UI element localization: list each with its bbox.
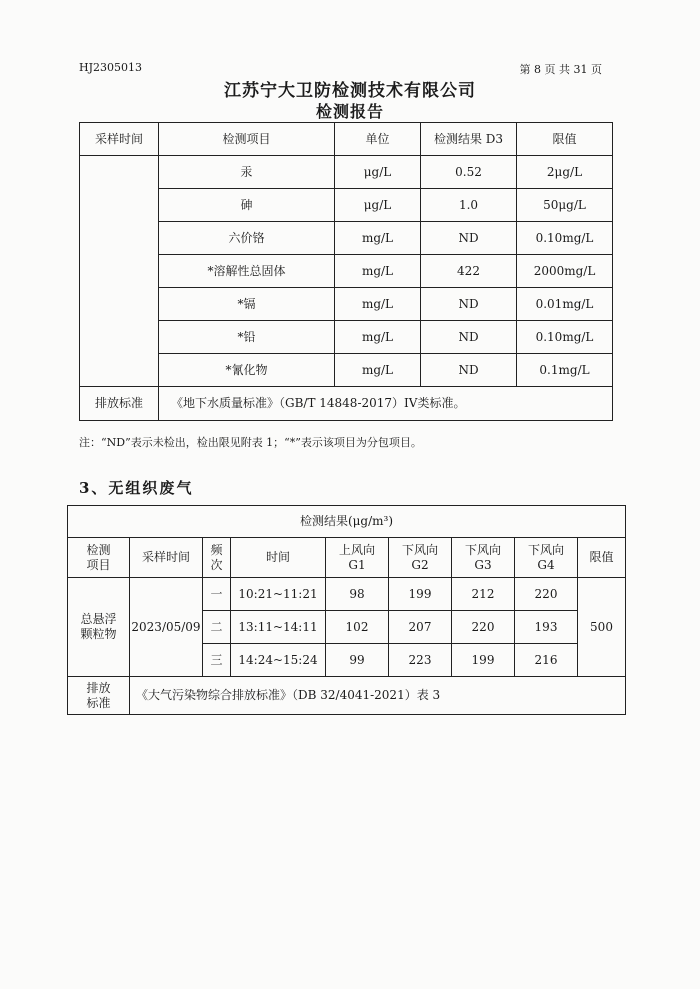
result-cell: ND: [421, 321, 517, 354]
result-cell: ND: [421, 222, 517, 255]
limit-cell: 2000mg/L: [517, 255, 613, 288]
time-cell: 13:11~14:11: [231, 611, 326, 644]
standard-row: [68, 677, 626, 715]
header-point-g1: 上风向 G1: [326, 538, 389, 578]
table-note: 注：“ND”表示未检出，检出限见附表 1；“*”表示该项目为分包项目。: [79, 436, 422, 449]
column-header-row: [68, 538, 626, 578]
header-frequency: 频 次: [203, 538, 231, 578]
table-row: [80, 354, 613, 387]
time-cell: 10:21~11:21: [231, 578, 326, 611]
table-row: [80, 189, 613, 222]
header-unit: 单位: [335, 123, 421, 156]
table-row: [80, 222, 613, 255]
limit-cell: 0.10mg/L: [517, 321, 613, 354]
section-title: 3、无组织废气: [79, 479, 194, 497]
header-sampling-time: 采样时间: [80, 123, 159, 156]
standard-label: 排放 标准: [68, 677, 130, 715]
item-cell: 汞: [159, 156, 335, 189]
report-title: 检测报告: [315, 102, 384, 121]
result-cell: 0.52: [421, 156, 517, 189]
result-cell: ND: [421, 354, 517, 387]
result-cell: 1.0: [421, 189, 517, 222]
value-cell: 216: [515, 644, 578, 677]
limit-cell: 0.10mg/L: [517, 222, 613, 255]
value-cell: 220: [515, 578, 578, 611]
item-cell: 砷: [159, 189, 335, 222]
limit-cell: 500: [578, 578, 626, 677]
page-number: 第 8 页 共 31 页: [519, 63, 602, 76]
unit-cell: μg/L: [335, 189, 421, 222]
value-cell: 220: [452, 611, 515, 644]
header-limit: 限值: [517, 123, 613, 156]
fugitive-gas-table: [67, 505, 626, 715]
standard-label: 排放标准: [80, 387, 159, 421]
unit-cell: mg/L: [335, 288, 421, 321]
header-result: 检测结果 D3: [421, 123, 517, 156]
standard-text: 《地下水质量标准》（GB/T 14848-2017）IV类标准。: [159, 387, 613, 421]
limit-cell: 0.1mg/L: [517, 354, 613, 387]
value-cell: 199: [389, 578, 452, 611]
table-header-row: [80, 123, 613, 156]
item-cell: 总悬浮 颗粒物: [68, 578, 130, 677]
header-point-g4: 下风向 G4: [515, 538, 578, 578]
groundwater-results-table: [79, 122, 613, 421]
result-header-row: [68, 506, 626, 538]
limit-cell: 50μg/L: [517, 189, 613, 222]
limit-cell: 0.01mg/L: [517, 288, 613, 321]
header-point-g2: 下风向 G2: [389, 538, 452, 578]
header-point-g3: 下风向 G3: [452, 538, 515, 578]
item-cell: 六价铬: [159, 222, 335, 255]
item-cell: *镉: [159, 288, 335, 321]
value-cell: 99: [326, 644, 389, 677]
header-time: 时间: [231, 538, 326, 578]
table-row: [80, 321, 613, 354]
table-row: [80, 255, 613, 288]
unit-cell: mg/L: [335, 321, 421, 354]
company-name: 江苏宁大卫防检测技术有限公司: [224, 81, 476, 101]
result-unit-header: 检测结果(μg/m³): [68, 506, 626, 538]
table-row: [80, 156, 613, 189]
table-row: [80, 288, 613, 321]
limit-cell: 2μg/L: [517, 156, 613, 189]
unit-cell: mg/L: [335, 255, 421, 288]
unit-cell: μg/L: [335, 156, 421, 189]
value-cell: 212: [452, 578, 515, 611]
value-cell: 223: [389, 644, 452, 677]
item-cell: *氰化物: [159, 354, 335, 387]
value-cell: 207: [389, 611, 452, 644]
document-id: HJ2305013: [79, 61, 142, 74]
header-limit: 限值: [578, 538, 626, 578]
unit-cell: mg/L: [335, 354, 421, 387]
frequency-cell: 三: [203, 644, 231, 677]
time-cell: 14:24~15:24: [231, 644, 326, 677]
standard-text: 《大气污染物综合排放标准》（DB 32/4041-2021）表 3: [130, 677, 626, 715]
value-cell: 102: [326, 611, 389, 644]
result-cell: ND: [421, 288, 517, 321]
header-test-item: 检测项目: [159, 123, 335, 156]
header-test-item: 检测 项目: [68, 538, 130, 578]
sampling-time-cell: [80, 156, 159, 387]
table-row: [68, 578, 626, 611]
header-sampling-time: 采样时间: [130, 538, 203, 578]
unit-cell: mg/L: [335, 222, 421, 255]
item-cell: *溶解性总固体: [159, 255, 335, 288]
value-cell: 199: [452, 644, 515, 677]
value-cell: 193: [515, 611, 578, 644]
item-cell: *铅: [159, 321, 335, 354]
value-cell: 98: [326, 578, 389, 611]
frequency-cell: 二: [203, 611, 231, 644]
standard-row: [80, 387, 613, 421]
result-cell: 422: [421, 255, 517, 288]
frequency-cell: 一: [203, 578, 231, 611]
date-cell: 2023/05/09: [130, 578, 203, 677]
